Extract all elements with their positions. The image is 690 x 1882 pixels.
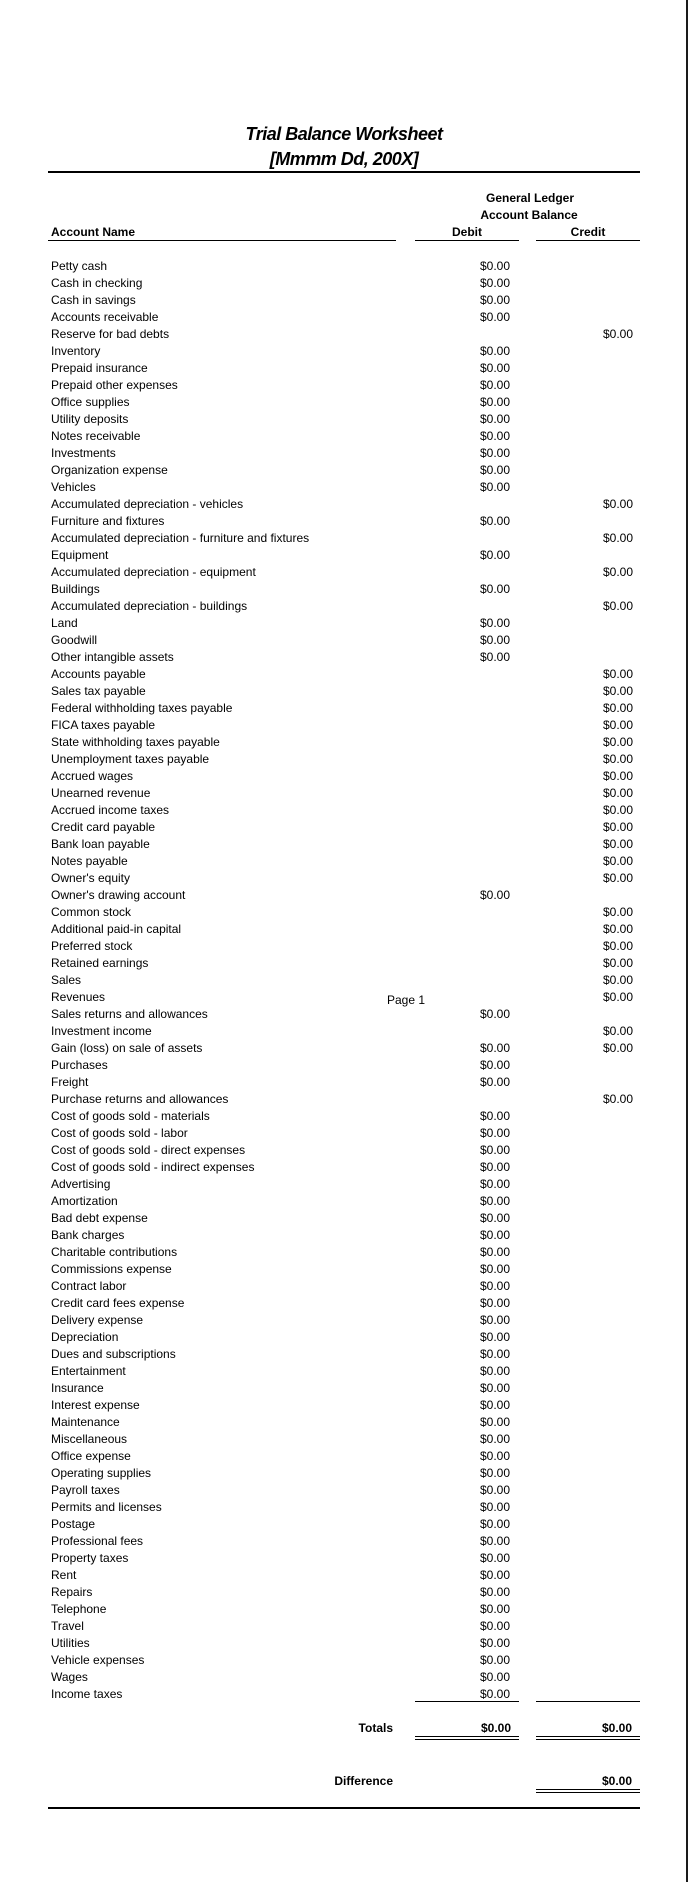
account-name: Insurance bbox=[51, 1381, 104, 1395]
account-name: Accrued income taxes bbox=[51, 803, 170, 817]
account-name: Amortization bbox=[51, 1194, 118, 1208]
account-debit: $0.00 bbox=[479, 412, 510, 426]
account-credit: $0.00 bbox=[602, 803, 633, 817]
account-debit: $0.00 bbox=[479, 1381, 510, 1395]
account-name: Bank charges bbox=[51, 1228, 125, 1242]
account-name: Petty cash bbox=[51, 259, 108, 273]
account-name: Accounts payable bbox=[51, 667, 146, 681]
account-row bbox=[0, 1601, 690, 1618]
account-name: Owner's drawing account bbox=[51, 888, 186, 902]
title-rule bbox=[48, 171, 640, 173]
column-header-account-name: Account Name bbox=[51, 225, 136, 239]
account-row bbox=[0, 1414, 690, 1431]
account-row bbox=[0, 1431, 690, 1448]
account-name: Investment income bbox=[51, 1024, 152, 1038]
account-debit: $0.00 bbox=[479, 1075, 510, 1089]
account-name: Buildings bbox=[51, 582, 100, 596]
account-debit: $0.00 bbox=[479, 310, 510, 324]
account-name: State withholding taxes payable bbox=[51, 735, 220, 749]
account-row bbox=[0, 1550, 690, 1567]
account-row bbox=[0, 462, 690, 479]
account-row bbox=[0, 1363, 690, 1380]
account-row bbox=[0, 904, 690, 921]
account-name: Accounts receivable bbox=[51, 310, 159, 324]
account-row bbox=[0, 887, 690, 904]
account-name: Accumulated depreciation - buildings bbox=[51, 599, 248, 613]
account-row bbox=[0, 819, 690, 836]
account-debit: $0.00 bbox=[479, 446, 510, 460]
account-name: Office supplies bbox=[51, 395, 130, 409]
account-credit: $0.00 bbox=[602, 531, 633, 545]
account-row bbox=[0, 1618, 690, 1635]
account-row bbox=[0, 836, 690, 853]
account-row bbox=[0, 530, 690, 547]
account-row bbox=[0, 360, 690, 377]
account-credit: $0.00 bbox=[602, 701, 633, 715]
worksheet-title: Trial Balance Worksheet bbox=[245, 124, 443, 144]
account-row bbox=[0, 428, 690, 445]
account-name: Freight bbox=[51, 1075, 89, 1089]
account-credit: $0.00 bbox=[602, 956, 633, 970]
account-row bbox=[0, 1635, 690, 1652]
column-header-credit: Credit bbox=[570, 225, 606, 239]
account-debit: $0.00 bbox=[479, 514, 510, 528]
account-row bbox=[0, 1584, 690, 1601]
account-credit: $0.00 bbox=[602, 497, 633, 511]
account-name: Purchase returns and allowances bbox=[51, 1092, 229, 1106]
account-credit: $0.00 bbox=[602, 684, 633, 698]
account-debit: $0.00 bbox=[479, 1636, 510, 1650]
account-name: Credit card payable bbox=[51, 820, 156, 834]
account-debit: $0.00 bbox=[479, 1415, 510, 1429]
account-row bbox=[0, 751, 690, 768]
account-credit: $0.00 bbox=[602, 786, 633, 800]
account-name: Purchases bbox=[51, 1058, 108, 1072]
account-header-underline bbox=[48, 240, 396, 241]
bottom-rule bbox=[48, 1807, 640, 1809]
account-row bbox=[0, 547, 690, 564]
account-credit: $0.00 bbox=[602, 820, 633, 834]
account-row bbox=[0, 989, 690, 1006]
account-name: Cash in checking bbox=[51, 276, 143, 290]
account-row bbox=[0, 1006, 690, 1023]
account-row bbox=[0, 1448, 690, 1465]
account-name: Inventory bbox=[51, 344, 101, 358]
account-name: Delivery expense bbox=[51, 1313, 144, 1327]
account-name: Owner's equity bbox=[51, 871, 130, 885]
totals-debit-underline-1 bbox=[415, 1736, 519, 1737]
page-number: Page 1 bbox=[387, 993, 426, 1007]
credit-header-underline bbox=[536, 240, 640, 241]
account-debit: $0.00 bbox=[479, 395, 510, 409]
account-name: Rent bbox=[51, 1568, 77, 1582]
account-name: Accumulated depreciation - equipment bbox=[51, 565, 256, 579]
account-name: Federal withholding taxes payable bbox=[51, 701, 233, 715]
account-debit: $0.00 bbox=[479, 1313, 510, 1327]
account-name: Retained earnings bbox=[51, 956, 149, 970]
account-debit: $0.00 bbox=[479, 1109, 510, 1123]
account-name: Income taxes bbox=[51, 1687, 123, 1701]
account-debit: $0.00 bbox=[479, 429, 510, 443]
account-row bbox=[0, 1227, 690, 1244]
account-row bbox=[0, 1669, 690, 1686]
account-row bbox=[0, 1244, 690, 1261]
account-name: Cost of goods sold - direct expenses bbox=[51, 1143, 246, 1157]
account-row bbox=[0, 1176, 690, 1193]
debit-header-underline bbox=[415, 240, 519, 241]
account-row bbox=[0, 309, 690, 326]
account-debit: $0.00 bbox=[479, 548, 510, 562]
account-name: Operating supplies bbox=[51, 1466, 152, 1480]
account-debit: $0.00 bbox=[479, 1330, 510, 1344]
account-name: Sales tax payable bbox=[51, 684, 146, 698]
account-name: Reserve for bad debts bbox=[51, 327, 170, 341]
totals-credit-underline-1 bbox=[536, 1736, 640, 1737]
account-credit: $0.00 bbox=[602, 871, 633, 885]
account-row bbox=[0, 1108, 690, 1125]
account-row bbox=[0, 258, 690, 275]
account-debit: $0.00 bbox=[479, 1007, 510, 1021]
account-name: Organization expense bbox=[51, 463, 168, 477]
account-row bbox=[0, 802, 690, 819]
account-row bbox=[0, 1091, 690, 1108]
account-name: Notes payable bbox=[51, 854, 128, 868]
account-name: Permits and licenses bbox=[51, 1500, 162, 1514]
account-row bbox=[0, 1040, 690, 1057]
account-row bbox=[0, 870, 690, 887]
account-name: Sales returns and allowances bbox=[51, 1007, 208, 1021]
account-debit: $0.00 bbox=[479, 1551, 510, 1565]
account-credit: $0.00 bbox=[602, 327, 633, 341]
account-row bbox=[0, 275, 690, 292]
account-debit: $0.00 bbox=[479, 1262, 510, 1276]
account-row bbox=[0, 581, 690, 598]
account-credit: $0.00 bbox=[602, 990, 633, 1004]
account-name: Bad debt expense bbox=[51, 1211, 148, 1225]
account-credit: $0.00 bbox=[602, 565, 633, 579]
account-debit: $0.00 bbox=[479, 1347, 510, 1361]
account-row bbox=[0, 1142, 690, 1159]
account-debit: $0.00 bbox=[479, 1211, 510, 1225]
account-name: Postage bbox=[51, 1517, 96, 1531]
account-row bbox=[0, 1074, 690, 1091]
account-name: Bank loan payable bbox=[51, 837, 150, 851]
account-row bbox=[0, 411, 690, 428]
account-name: Commissions expense bbox=[51, 1262, 172, 1276]
account-row bbox=[0, 326, 690, 343]
account-row bbox=[0, 598, 690, 615]
account-debit: $0.00 bbox=[479, 1483, 510, 1497]
account-name: Investments bbox=[51, 446, 116, 460]
account-credit: $0.00 bbox=[602, 939, 633, 953]
account-debit: $0.00 bbox=[479, 276, 510, 290]
account-name: Advertising bbox=[51, 1177, 111, 1191]
account-name: Notes receivable bbox=[51, 429, 141, 443]
account-credit: $0.00 bbox=[602, 1024, 633, 1038]
account-row bbox=[0, 1499, 690, 1516]
account-name: Accumulated depreciation - furniture and fixtures bbox=[51, 531, 310, 545]
account-row bbox=[0, 513, 690, 530]
account-row bbox=[0, 292, 690, 309]
account-row bbox=[0, 1482, 690, 1499]
account-row bbox=[0, 1465, 690, 1482]
general-ledger-heading: General Ledger bbox=[485, 191, 575, 205]
totals-debit: $0.00 bbox=[480, 1721, 511, 1735]
account-name: Cost of goods sold - materials bbox=[51, 1109, 210, 1123]
account-debit: $0.00 bbox=[479, 1126, 510, 1140]
account-credit: $0.00 bbox=[602, 905, 633, 919]
account-name: Unemployment taxes payable bbox=[51, 752, 210, 766]
account-credit: $0.00 bbox=[602, 599, 633, 613]
account-credit: $0.00 bbox=[602, 718, 633, 732]
account-name: Telephone bbox=[51, 1602, 107, 1616]
account-name: Contract labor bbox=[51, 1279, 127, 1293]
account-row bbox=[0, 683, 690, 700]
account-name: Prepaid insurance bbox=[51, 361, 148, 375]
account-name: Utility deposits bbox=[51, 412, 129, 426]
account-name: Charitable contributions bbox=[51, 1245, 178, 1259]
account-debit: $0.00 bbox=[479, 1568, 510, 1582]
account-debit: $0.00 bbox=[479, 1534, 510, 1548]
account-row bbox=[0, 1159, 690, 1176]
account-row bbox=[0, 1295, 690, 1312]
account-row bbox=[0, 921, 690, 938]
account-row bbox=[0, 1346, 690, 1363]
worksheet-date: [Mmmm Dd, 200X] bbox=[269, 149, 419, 169]
account-debit: $0.00 bbox=[479, 1653, 510, 1667]
account-row bbox=[0, 615, 690, 632]
account-debit: $0.00 bbox=[479, 1670, 510, 1684]
account-row bbox=[0, 1516, 690, 1533]
account-name: Cash in savings bbox=[51, 293, 136, 307]
account-debit: $0.00 bbox=[479, 1228, 510, 1242]
account-row bbox=[0, 1023, 690, 1040]
account-debit: $0.00 bbox=[479, 1500, 510, 1514]
account-name: Wages bbox=[51, 1670, 88, 1684]
account-name: Other intangible assets bbox=[51, 650, 174, 664]
account-debit: $0.00 bbox=[479, 259, 510, 273]
account-name: Preferred stock bbox=[51, 939, 133, 953]
account-name: Office expense bbox=[51, 1449, 131, 1463]
account-name: Depreciation bbox=[51, 1330, 119, 1344]
account-credit: $0.00 bbox=[602, 1092, 633, 1106]
account-credit: $0.00 bbox=[602, 837, 633, 851]
account-row bbox=[0, 1567, 690, 1584]
account-debit: $0.00 bbox=[479, 1279, 510, 1293]
account-debit: $0.00 bbox=[479, 633, 510, 647]
account-row bbox=[0, 649, 690, 666]
account-row bbox=[0, 768, 690, 785]
account-name: Sales bbox=[51, 973, 82, 987]
account-debit: $0.00 bbox=[479, 1398, 510, 1412]
account-row bbox=[0, 496, 690, 513]
account-row bbox=[0, 1210, 690, 1227]
account-row bbox=[0, 1312, 690, 1329]
account-name: Repairs bbox=[51, 1585, 93, 1599]
account-credit: $0.00 bbox=[602, 1041, 633, 1055]
account-row bbox=[0, 972, 690, 989]
account-name: Payroll taxes bbox=[51, 1483, 120, 1497]
account-name: Land bbox=[51, 616, 78, 630]
account-debit: $0.00 bbox=[479, 1177, 510, 1191]
account-name: Equipment bbox=[51, 548, 109, 562]
debit-sum-line bbox=[415, 1701, 519, 1702]
difference-underline-1 bbox=[536, 1789, 640, 1790]
account-row bbox=[0, 955, 690, 972]
account-balance-heading: Account Balance bbox=[480, 208, 578, 222]
account-debit: $0.00 bbox=[479, 1296, 510, 1310]
account-name: Vehicles bbox=[51, 480, 96, 494]
account-row bbox=[0, 717, 690, 734]
account-debit: $0.00 bbox=[479, 616, 510, 630]
account-debit: $0.00 bbox=[479, 1517, 510, 1531]
account-debit: $0.00 bbox=[479, 1449, 510, 1463]
account-debit: $0.00 bbox=[479, 1466, 510, 1480]
account-name: Entertainment bbox=[51, 1364, 126, 1378]
account-debit: $0.00 bbox=[479, 1432, 510, 1446]
account-debit: $0.00 bbox=[479, 1687, 510, 1701]
account-row bbox=[0, 734, 690, 751]
totals-credit: $0.00 bbox=[601, 1721, 632, 1735]
account-debit: $0.00 bbox=[479, 1143, 510, 1157]
account-debit: $0.00 bbox=[479, 1585, 510, 1599]
account-name: Cost of goods sold - indirect expenses bbox=[51, 1160, 255, 1174]
account-row bbox=[0, 1193, 690, 1210]
account-debit: $0.00 bbox=[479, 480, 510, 494]
account-row bbox=[0, 564, 690, 581]
difference-underline-2 bbox=[536, 1792, 640, 1793]
account-debit: $0.00 bbox=[479, 1160, 510, 1174]
account-debit: $0.00 bbox=[479, 293, 510, 307]
account-name: Credit card fees expense bbox=[51, 1296, 185, 1310]
account-name: Unearned revenue bbox=[51, 786, 151, 800]
account-debit: $0.00 bbox=[479, 463, 510, 477]
account-row bbox=[0, 938, 690, 955]
account-row bbox=[0, 1652, 690, 1669]
account-name: FICA taxes payable bbox=[51, 718, 156, 732]
account-row bbox=[0, 700, 690, 717]
account-credit: $0.00 bbox=[602, 752, 633, 766]
account-row bbox=[0, 394, 690, 411]
account-debit: $0.00 bbox=[479, 650, 510, 664]
account-debit: $0.00 bbox=[479, 1041, 510, 1055]
difference-label: Difference bbox=[334, 1774, 393, 1788]
account-debit: $0.00 bbox=[479, 1058, 510, 1072]
account-debit: $0.00 bbox=[479, 1364, 510, 1378]
account-debit: $0.00 bbox=[479, 1194, 510, 1208]
account-credit: $0.00 bbox=[602, 735, 633, 749]
account-name: Miscellaneous bbox=[51, 1432, 128, 1446]
account-debit: $0.00 bbox=[479, 361, 510, 375]
difference-value: $0.00 bbox=[601, 1774, 632, 1788]
account-name: Furniture and fixtures bbox=[51, 514, 165, 528]
account-name: Common stock bbox=[51, 905, 132, 919]
account-list bbox=[0, 258, 690, 1703]
account-row bbox=[0, 445, 690, 462]
account-name: Accrued wages bbox=[51, 769, 134, 783]
account-row bbox=[0, 1125, 690, 1142]
account-credit: $0.00 bbox=[602, 667, 633, 681]
account-row bbox=[0, 1278, 690, 1295]
totals-label: Totals bbox=[358, 1721, 393, 1735]
account-name: Goodwill bbox=[51, 633, 98, 647]
account-name: Professional fees bbox=[51, 1534, 144, 1548]
account-row bbox=[0, 1380, 690, 1397]
account-row bbox=[0, 1533, 690, 1550]
account-row bbox=[0, 1057, 690, 1074]
account-debit: $0.00 bbox=[479, 888, 510, 902]
account-debit: $0.00 bbox=[479, 1619, 510, 1633]
account-name: Property taxes bbox=[51, 1551, 129, 1565]
account-credit: $0.00 bbox=[602, 769, 633, 783]
account-row bbox=[0, 1261, 690, 1278]
account-debit: $0.00 bbox=[479, 1602, 510, 1616]
account-credit: $0.00 bbox=[602, 973, 633, 987]
account-row bbox=[0, 343, 690, 360]
account-debit: $0.00 bbox=[479, 378, 510, 392]
account-name: Additional paid-in capital bbox=[51, 922, 182, 936]
account-row bbox=[0, 632, 690, 649]
account-name: Accumulated depreciation - vehicles bbox=[51, 497, 244, 511]
account-row bbox=[0, 377, 690, 394]
credit-sum-line bbox=[536, 1701, 640, 1702]
account-debit: $0.00 bbox=[479, 1245, 510, 1259]
account-row bbox=[0, 853, 690, 870]
account-name: Travel bbox=[51, 1619, 84, 1633]
account-name: Revenues bbox=[51, 990, 106, 1004]
account-name: Interest expense bbox=[51, 1398, 140, 1412]
account-row bbox=[0, 785, 690, 802]
account-name: Cost of goods sold - labor bbox=[51, 1126, 188, 1140]
account-row bbox=[0, 479, 690, 496]
account-row bbox=[0, 666, 690, 683]
account-credit: $0.00 bbox=[602, 922, 633, 936]
account-name: Vehicle expenses bbox=[51, 1653, 145, 1667]
account-name: Gain (loss) on sale of assets bbox=[51, 1041, 203, 1055]
account-name: Prepaid other expenses bbox=[51, 378, 178, 392]
account-debit: $0.00 bbox=[479, 582, 510, 596]
account-name: Dues and subscriptions bbox=[51, 1347, 176, 1361]
account-name: Utilities bbox=[51, 1636, 90, 1650]
totals-credit-underline-2 bbox=[536, 1739, 640, 1740]
column-header-debit: Debit bbox=[452, 225, 482, 239]
account-row bbox=[0, 1329, 690, 1346]
account-debit: $0.00 bbox=[479, 344, 510, 358]
account-name: Maintenance bbox=[51, 1415, 120, 1429]
totals-debit-underline-2 bbox=[415, 1739, 519, 1740]
account-credit: $0.00 bbox=[602, 854, 633, 868]
account-row bbox=[0, 1397, 690, 1414]
